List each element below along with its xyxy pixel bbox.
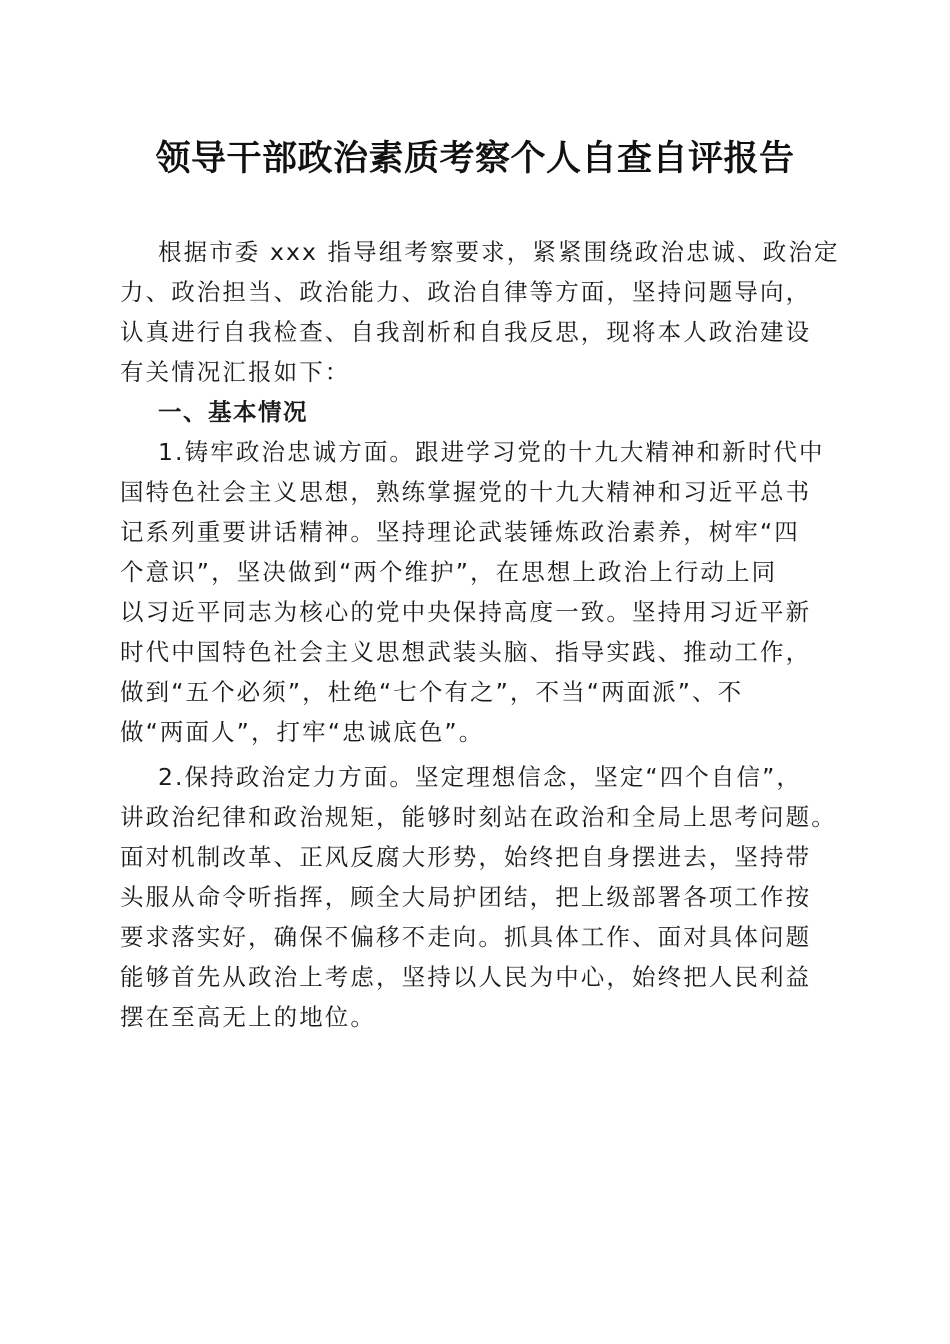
paragraph-line: 能够首先从政治上考虑，坚持以人民为中心，始终把人民利益 bbox=[120, 963, 812, 991]
paragraph-line: 做“两面人”，打牢“忠诚底色”。 bbox=[120, 718, 485, 746]
section-heading: 一、基本情况 bbox=[158, 398, 308, 426]
paragraph-line: 面对机制改革、正风反腐大形势，始终把自身摆进去，坚持带 bbox=[120, 843, 812, 871]
paragraph-line: 记系列重要讲话精神。坚持理论武装锤炼政治素养，树牢“四 bbox=[120, 518, 800, 546]
paragraph-line: 讲政治纪律和政治规矩，能够时刻站在政治和全局上思考问题。 bbox=[120, 803, 837, 831]
document-body bbox=[120, 232, 840, 1037]
paragraph-line: 以习近平同志为核心的党中央保持高度一致。坚持用习近平新 bbox=[120, 598, 812, 626]
paragraph-line: 国特色社会主义思想，熟练掌握党的十九大精神和习近平总书 bbox=[120, 478, 812, 506]
paragraph-line: 做到“五个必须”，杜绝“七个有之”，不当“两面派”、不 bbox=[120, 678, 744, 706]
paragraph-line: 有关情况汇报如下： bbox=[120, 358, 351, 386]
paragraph-line: 摆在至高无上的地位。 bbox=[120, 1003, 376, 1031]
paragraph-line: 时代中国特色社会主义思想武装头脑、指导实践、推动工作， bbox=[120, 638, 812, 666]
paragraph-line: 个意识”，坚决做到“两个维护”，在思想上政治上行动上同 bbox=[120, 558, 778, 586]
intro-paragraph bbox=[120, 232, 840, 392]
paragraph-line: 力、政治担当、政治能力、政治自律等方面，坚持问题导向， bbox=[120, 278, 812, 306]
document-title: 领导干部政治素质考察个人自查自评报告 bbox=[155, 138, 795, 179]
paragraph-line: 要求落实好，确保不偏移不走向。抓具体工作、面对具体问题 bbox=[120, 923, 812, 951]
item-2-paragraph bbox=[120, 757, 837, 1037]
paragraph-line: 1.铸牢政治忠诚方面。跟进学习党的十九大精神和新时代中 bbox=[158, 438, 825, 466]
paragraph-line: 头服从命令听指挥，顾全大局护团结，把上级部署各项工作按 bbox=[120, 883, 812, 911]
paragraph-line: 根据市委 xxx 指导组考察要求，紧紧围绕政治忠诚、政治定 bbox=[158, 238, 840, 266]
item-1-paragraph bbox=[120, 432, 830, 752]
paragraph-line: 2.保持政治定力方面。坚定理想信念，坚定“四个自信”， bbox=[158, 763, 802, 791]
paragraph-line: 认真进行自我检查、自我剖析和自我反思，现将本人政治建设 bbox=[120, 318, 812, 346]
